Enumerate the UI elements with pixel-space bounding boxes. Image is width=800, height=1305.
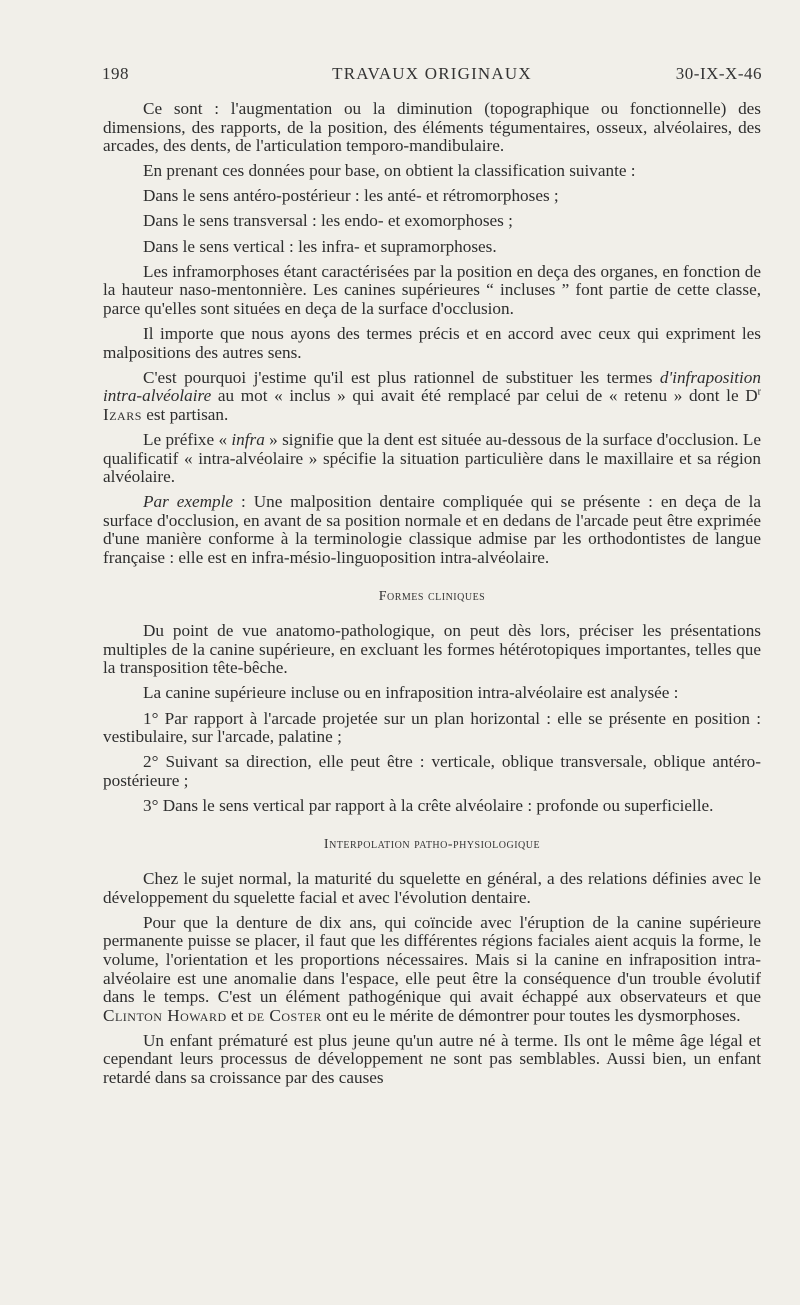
paragraph: Il importe que nous ayons des termes précis et en accord avec ceux qui expriment les malpositions des autres sens. (103, 323, 761, 362)
section-heading-interpolation: Interpolation patho-physiologique (323, 836, 541, 852)
italic-term: infra (231, 429, 265, 449)
paragraph: 2° Suivant sa direction, elle peut être : verticale, oblique transversale, oblique antéro-postérieure ; (103, 752, 761, 790)
text-run: » signifie que la dent est située au-dessous de la surface d'occlusion. Le qualificatif « intra-alvéolaire » spécifie la situation particulière dans le maxillaire et sa région alvéolaire. (103, 429, 762, 487)
paragraph (103, 914, 761, 1026)
issue-date: 30-IX-X-46 (675, 64, 762, 83)
text-run: ont eu le mérite de démontrer pour toutes les dysmorphoses. (321, 1005, 741, 1025)
text-run: Pour que la denture de dix ans, qui coïncide avec l'éruption de la canine supérieure permanente puisse se placer, il faut que les différentes régions faciales aient acquis la forme, le volume, l'orientation et les proportions nécessaires. Mais si la canine en infraposition intra-alvéolaire est une anomalie dans l'espace, elle peut être la conséquence d'un trouble évolutif dans le temps. C'est un élément pathogénique qui avait échappé aux observateurs et que (103, 912, 761, 1007)
paragraph: 3° Dans le sens vertical par rapport à la crête alvéolaire : profonde ou superficielle. (143, 795, 714, 815)
paragraph: En prenant ces données pour base, on obtient la classification suivante : (143, 161, 636, 181)
text-run: Le préfixe « (143, 429, 232, 449)
paragraph (103, 369, 761, 425)
body-text (103, 100, 761, 1094)
author-name: Izars (103, 404, 142, 424)
running-header (102, 64, 762, 88)
paragraph: Du point de vue anatomo-pathologique, on peut dès lors, préciser les présentations multiples de la canine supérieure, en excluant les formes hétérotopiques importantes, telles que la transposition tête-bêche. (103, 621, 761, 678)
paragraph (103, 431, 761, 487)
text-run: : Une malposition dentaire compliquée qui se présente : en deça de la surface d'occlusion, en avant de sa position normale et en dedans de l'arcade peut être exprimée d'une manière conforme à la terminologie classique admise par les orthodontistes de langue française : elle est en infra-mésio-linguoposition intra-alvéolaire. (103, 492, 762, 567)
text-run: est partisan. (141, 404, 229, 424)
text-run: au mot « inclus » qui avait été remplacé par celui de « retenu » dont le D (211, 386, 758, 406)
paragraph: Ce sont : l'augmentation ou la diminution (topographique ou fonctionnelle) des dimensions, des rapports, de la position, des éléments tégumentaires, osseux, alvéolaires, des arcades, des dents, de l'articulation temporo-mandibulaire. (103, 99, 761, 156)
italic-term: Par exemple (143, 492, 234, 512)
paragraph: Un enfant prématuré est plus jeune qu'un autre né à terme. Ils ont le même âge légal et cependant leurs processus de développement ne sont pas semblables. Aussi bien, un enfant retardé dans sa croissance par des causes (103, 1030, 761, 1088)
paragraph: La canine supérieure incluse ou en infraposition intra-alvéolaire est analysée : (143, 683, 679, 703)
paragraph: Dans le sens vertical : les infra- et supramorphoses. (143, 236, 497, 256)
text-run: et (226, 1005, 248, 1025)
author-name: de Coster (247, 1005, 322, 1025)
paragraph: Dans le sens antéro-postérieur : les anté- et rétromorphoses ; (143, 186, 559, 206)
section-heading-formes-cliniques: Formes cliniques (378, 588, 486, 604)
paragraph: 1° Par rapport à l'arcade projetée sur un plan horizontal : elle se présente en position : vestibulaire, sur l'arcade, palatine ; (103, 708, 761, 747)
author-name: Clinton Howard (103, 1005, 227, 1025)
paragraph (103, 493, 761, 567)
italic-term: d'infraposition intra-alvéolaire (103, 367, 761, 406)
paragraph: Dans le sens transversal : les endo- et exomorphoses ; (143, 211, 513, 231)
text-run: C'est pourquoi j'estime qu'il est plus rationnel de substituer les termes (143, 367, 660, 387)
running-title: TRAVAUX ORIGINAUX (332, 64, 532, 83)
paragraph: Chez le sujet normal, la maturité du squelette en général, a des relations définies avec le développement du squelette facial et avec l'évolution dentaire. (103, 869, 761, 907)
paragraph: Les inframorphoses étant caractérisées par la position en deça des organes, en fonction de la hauteur naso-mentonnière. Les canines supérieures “ incluses ” font partie de cette classe, parce qu'elles sont situées en deça de la surface d'occlusion. (103, 261, 761, 318)
page-number: 198 (102, 64, 129, 83)
superscript: r (757, 386, 761, 398)
